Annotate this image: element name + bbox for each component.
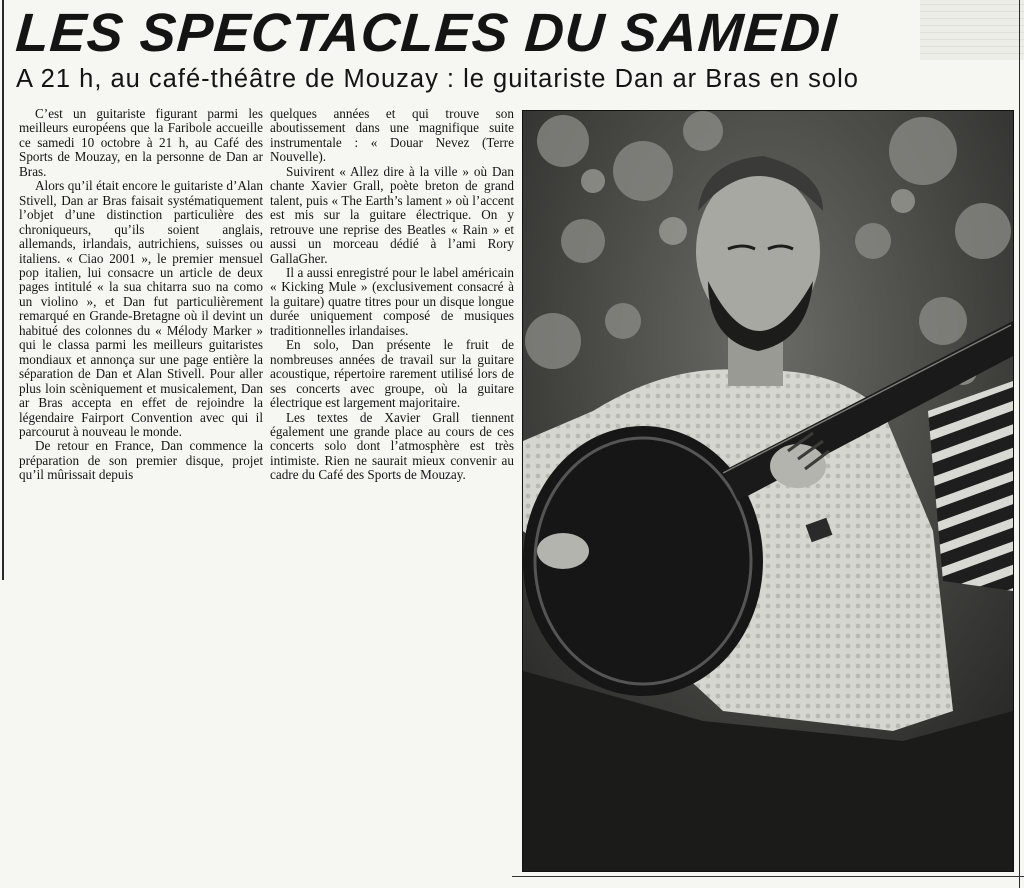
guitarist-photo xyxy=(522,110,1014,872)
adjacent-article-fragment xyxy=(920,0,1024,60)
paragraph: quelques années et qui trouve son aboutissement dans une magnifique suite instrumentale : « Douar Nevez (Terre Nouvelle). xyxy=(270,106,514,165)
paragraph: De retour en France, Dan commence la préparation de son premier disque, projet qu’il mûrissait depuis xyxy=(19,438,263,483)
column-rule-right xyxy=(1019,0,1021,888)
paragraph: Il a aussi enregistré pour le label américain « Kicking Mule » (exclusivement consacré à la guitare) quatre titres pour un disque longue durée uniquement composé de musiques traditionnelles irlandaises. xyxy=(270,264,514,338)
column-rule-left xyxy=(2,0,4,580)
paragraph: Les textes de Xavier Grall tiennent également une grande place au cours de ces concerts solo dont l’atmosphère est très intimiste. Rien ne saurait mieux convenir au cadre du Café des Sports de Mouzay. xyxy=(270,409,514,483)
guitarist-photo-illustration xyxy=(523,111,1013,871)
headline: LES SPECTACLES DU SAMEDI xyxy=(13,3,840,63)
paragraph: En solo, Dan présente le fruit de nombreuses années de travail sur la guitare acoustique, répertoire rarement utilisé lors de ses concerts avec groupe, où la guitare électrique est largement majoritaire. xyxy=(270,337,514,411)
paragraph: Alors qu’il était encore le guitariste d’Alan Stivell, Dan ar Bras faisait systématiquement l’objet d’une distinction particulière des chroniqueurs, qu’ils soient anglais, allemands, irlandais, autrichiens, suisses ou italiens. « Ciao 2001 », le premier mensuel pop italien, lui consacre un article de deux pages intitulé « la sua chitarra suo na como un violino », et Dan fut particulièrement remarqué en Grande-Bretagne où il devint un habitué des colonnes du « Mélody Marker » qui le classa parmi les meilleurs guitaristes mondiaux et annonça sur une page entière la séparation de Dan et Alan Stivell. Pour aller plus loin scèniquement et musicalement, Dan ar Bras accepta en effet de rejoindre la légendaire Fairport Convention avec qui il parcourut à nouveau le monde. xyxy=(19,178,263,439)
bottom-rule xyxy=(512,876,1024,877)
paragraph: Suivirent « Allez dire à la ville » où Dan chante Xavier Grall, poète breton de grand talent, puis « The Earth’s lament » où l’accent est mis sur la guitare électrique. On y retrouve une reprise des Beatles « Rain » et aussi un morceau dédié à l’ami Rory GallaGher. xyxy=(270,163,514,266)
paragraph: C’est un guitariste figurant parmi les meilleurs européens que la Faribole accueille ce samedi 10 octobre à 21 h, au Café des Sports de Mouzay, en la personne de Dan ar Bras. xyxy=(19,106,263,179)
subheadline: A 21 h, au café-théâtre de Mouzay : le guitariste Dan ar Bras en solo xyxy=(16,65,859,93)
article-column-2 xyxy=(270,107,514,483)
article-column-1 xyxy=(19,107,263,483)
